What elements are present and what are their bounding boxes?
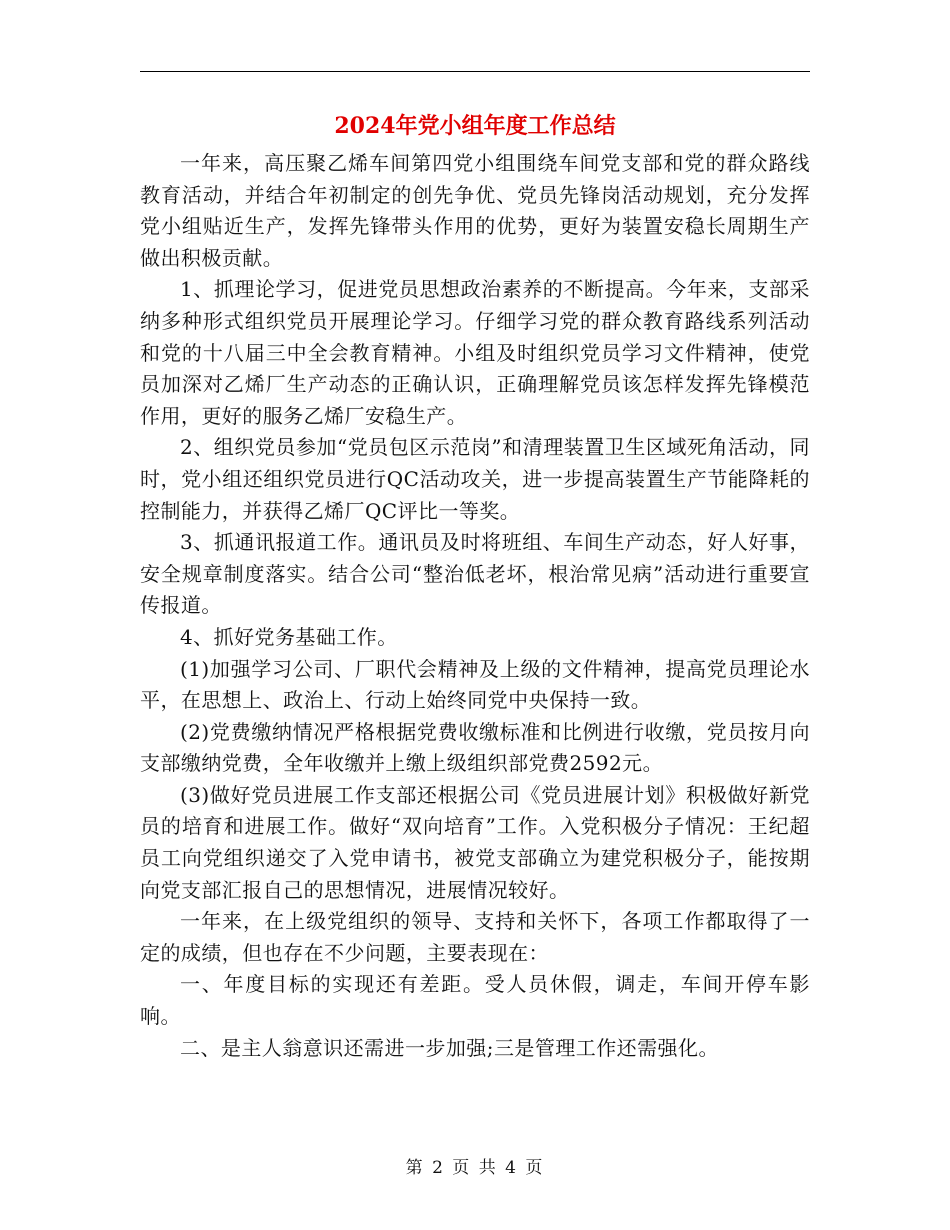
paragraph-intro: 一年来，高压聚乙烯车间第四党小组围绕车间党支部和党的群众路线教育活动，并结合年初制定的创先争优、党员先锋岗活动规划，充分发挥党小组贴近生产，发挥先锋带头作用的优势，更好为装置安稳长周期生产做出积极贡献。 <box>140 151 810 270</box>
paragraph-problem-2: 二、是主人翁意识还需进一步加强;三是管理工作还需强化。 <box>180 1035 719 1060</box>
paragraph-item-2: 2、组织党员参加“党员包区示范岗”和清理装置卫生区域死角活动，同时，党小组还组织党员进行QC活动攻关，进一步提高装置生产节能降耗的控制能力，并获得乙烯厂QC评比一等奖。 <box>140 435 810 523</box>
paragraph-summary: 一年来，在上级党组织的领导、支持和关怀下，各项工作都取得了一定的成绩，但也存在不少问题，主要表现在： <box>140 909 810 965</box>
paragraph-item-1: 1、抓理论学习，促进党员思想政治素养的不断提高。今年来，支部采纳多种形式组织党员开展理论学习。仔细学习党的群众教育路线系列活动和党的十八届三中全会教育精神。小组及时组织党员学习文件精神，使党员加深对乙烯厂生产动态的正确认识，正确理解党员该怎样发挥先锋模范作用，更好的服务乙烯厂安稳生产。 <box>140 277 810 428</box>
document-body <box>140 108 810 1064</box>
paragraph-subitem-3: (3)做好党员进展工作支部还根据公司《党员进展计划》积极做好新党员的培育和进展工作。做好“双向培育”工作。入党积极分子情况：王纪超员工向党组织递交了入党申请书，被党支部确立为建党积极分子，能按期向党支部汇报自己的思想情况，进展情况较好。 <box>140 782 810 902</box>
page-number: 第 2 页 共 4 页 <box>405 1158 545 1178</box>
paragraph-subitem-2: (2)党费缴纳情况严格根据党费收缴标准和比例进行收缴，党员按月向支部缴纳党费，全年收缴并上缴上级组织部党费2592元。 <box>140 719 810 776</box>
header-rule <box>140 71 810 72</box>
paragraph-subitem-1: (1)加强学习公司、厂职代会精神及上级的文件精神，提高党员理论水平，在思想上、政治上、行动上始终同党中央保持一致。 <box>140 656 810 713</box>
paragraph-problem-1: 一、年度目标的实现还有差距。受人员休假，调走，车间开停车影响。 <box>140 972 810 1029</box>
paragraph-item-4: 4、抓好党务基础工作。 <box>180 624 398 649</box>
paragraph-item-3: 3、抓通讯报道工作。通讯员及时将班组、车间生产动态，好人好事，安全规章制度落实。结合公司“整治低老坏，根治常见病”活动进行重要宣传报道。 <box>140 530 810 618</box>
document-title: 2024年党小组年度工作总结 <box>334 113 616 139</box>
